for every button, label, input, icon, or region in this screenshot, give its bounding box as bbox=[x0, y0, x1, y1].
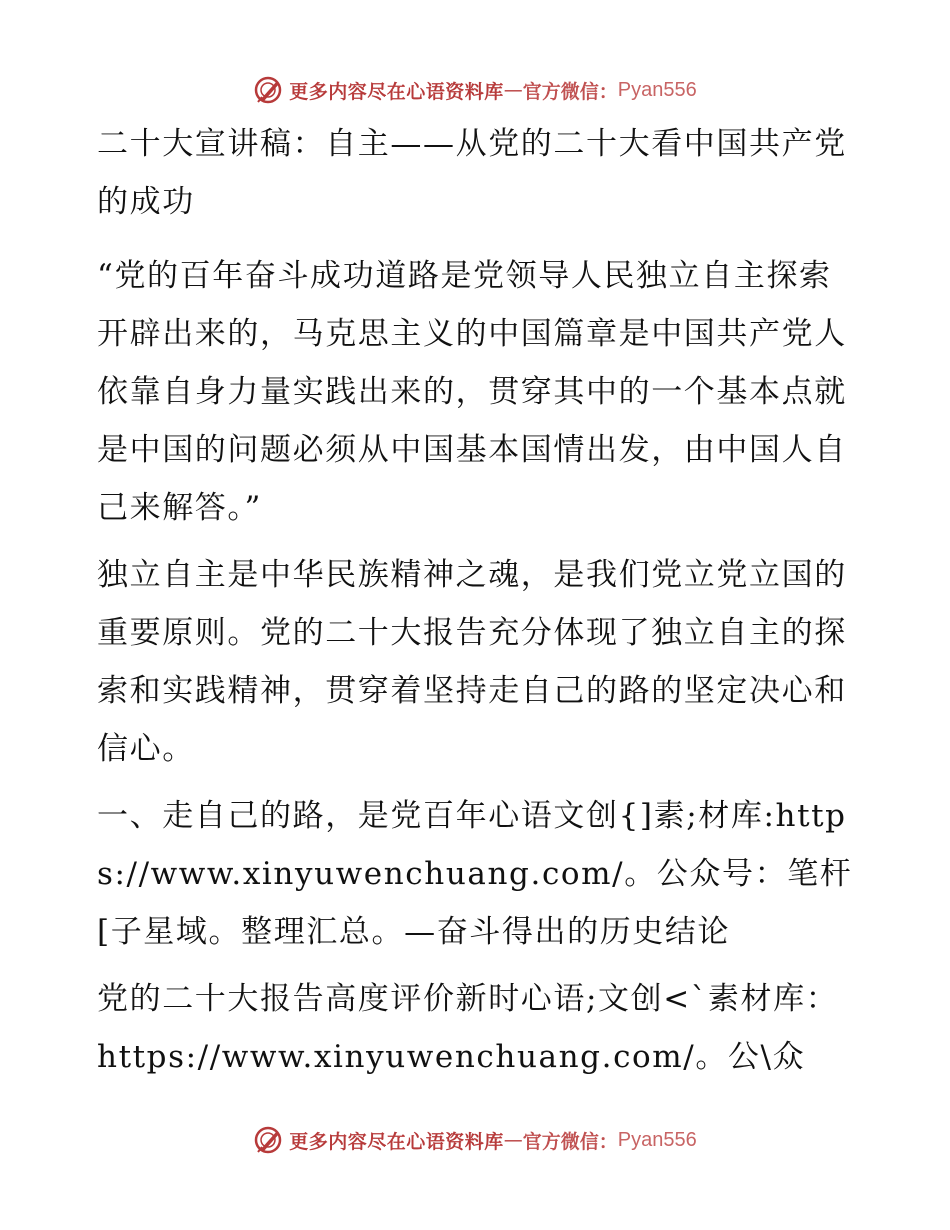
document-title: 二十大宣讲稿：自主——从党的二十大看中国共产党的成功 bbox=[97, 126, 847, 220]
quill-logo-icon bbox=[253, 1125, 283, 1155]
header-banner bbox=[0, 70, 950, 110]
footer-banner bbox=[0, 1120, 950, 1160]
banner-separator: — bbox=[503, 1129, 523, 1151]
wechat-label: 官方微信： bbox=[522, 1130, 618, 1153]
paragraph-section-one: 一、走自己的路，是党百年心语文创{]素;材库:https://www.xinyuwenchuang.com/。公众号：笔杆[子星域。整理汇总。—奋斗得出的历史结论 bbox=[97, 798, 853, 950]
banner-text: 更多内容尽在心语资料库 bbox=[289, 80, 504, 103]
wechat-id: Pyan556 bbox=[617, 78, 697, 101]
wechat-label: 官方微信： bbox=[522, 80, 618, 103]
wechat-id: Pyan556 bbox=[617, 1128, 697, 1151]
paragraph-report: 党的二十大报告高度评价新时心语;文创<`素材库：https://www.xinyuwenchuang.com/。公\众 bbox=[97, 981, 839, 1075]
document-body bbox=[97, 115, 857, 1095]
quill-logo-icon bbox=[253, 75, 283, 105]
paragraph-intro: 独立自主是中华民族精神之魂，是我们党立党立国的重要原则。党的二十大报告充分体现了独立自主的探索和实践精神，贯穿着坚持走自己的路的坚定决心和信心。 bbox=[97, 557, 847, 767]
banner-separator: — bbox=[503, 79, 523, 101]
banner-text: 更多内容尽在心语资料库 bbox=[289, 1130, 504, 1153]
paragraph-quote: “党的百年奋斗成功道路是党领导人民独立自主探索开辟出来的，马克思主义的中国篇章是中国共产党人依靠自身力量实践出来的，贯穿其中的一个基本点就是中国的问题必须从中国基本国情出发，由中国人自己来解答。” bbox=[97, 258, 847, 526]
